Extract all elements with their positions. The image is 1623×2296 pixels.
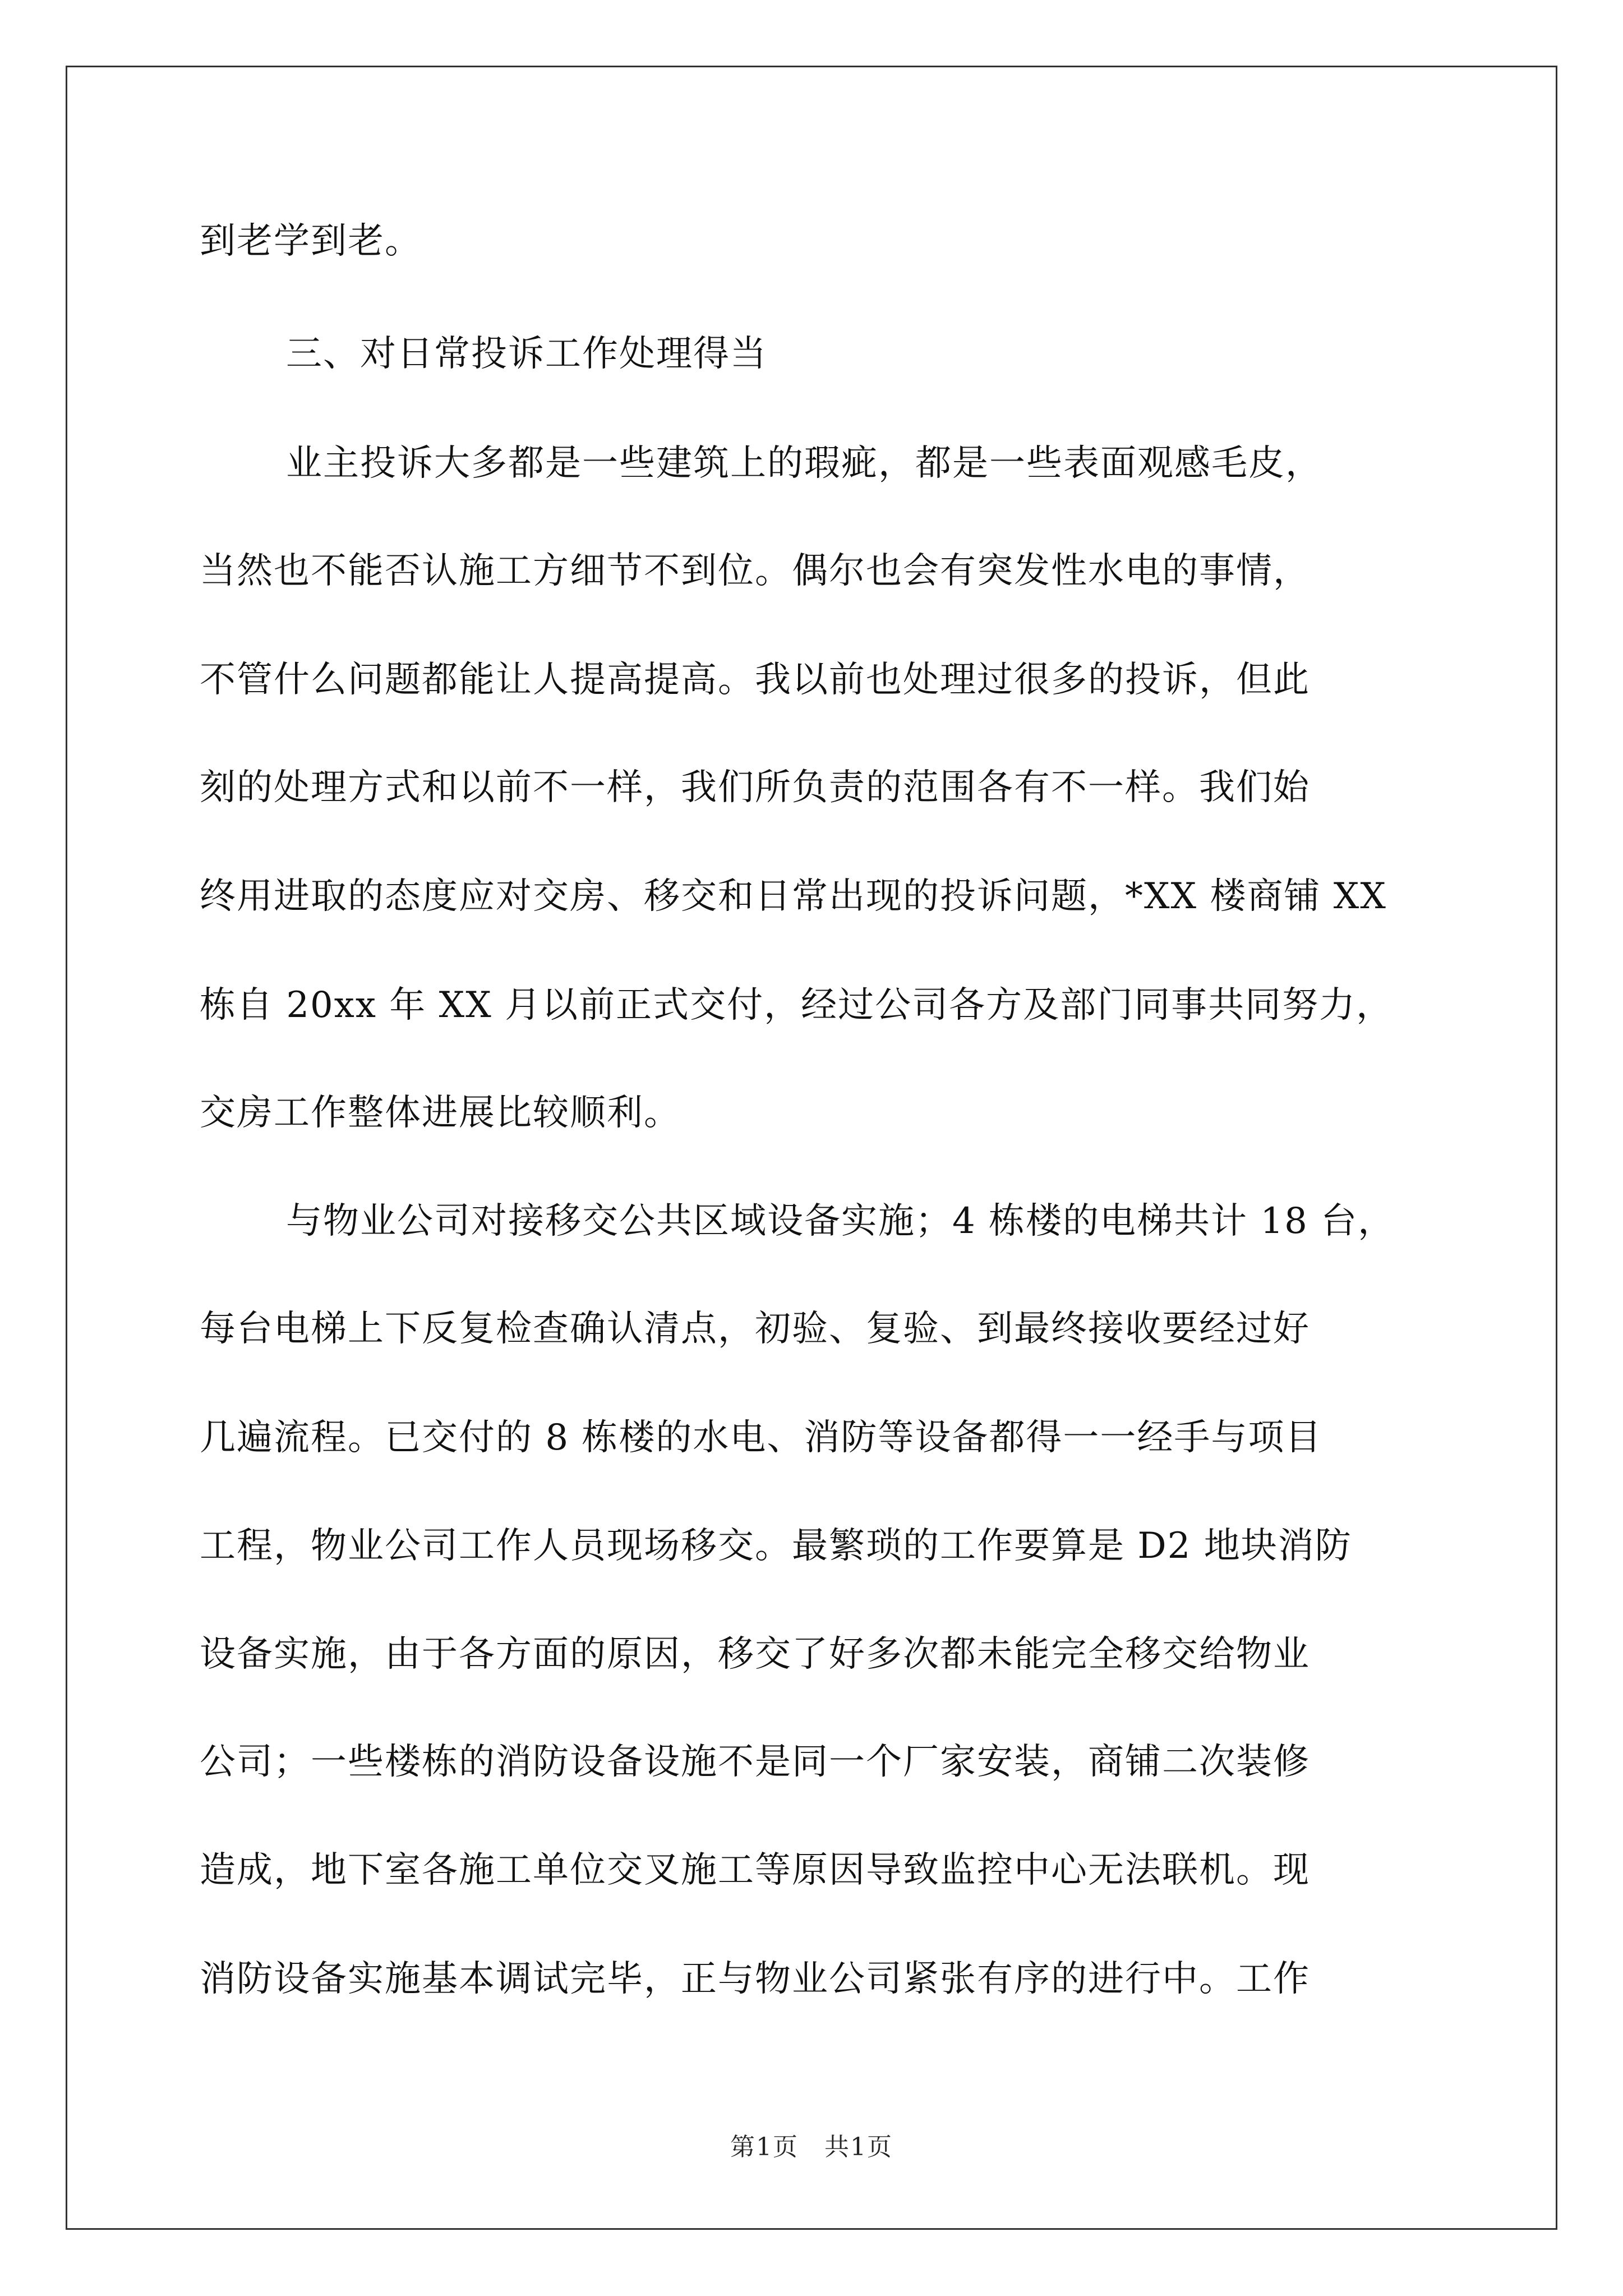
text-line-5: 不管什么问题都能让人提高提高。我以前也处理过很多的投诉，但此 [200, 659, 1310, 701]
text-line-8: 栋自 20xx 年 XX 月以前正式交付，经过公司各方及部门同事共同努力， [200, 984, 1394, 1026]
page-border [66, 66, 1557, 2230]
text-line-13: 工程，物业公司工作人员现场移交。最繁琐的工作要算是 D2 地块消防 [200, 1525, 1352, 1567]
text-line-6: 刻的处理方式和以前不一样，我们所负责的范围各有不一样。我们始 [200, 767, 1310, 808]
text-line-1: 到老学到老。 [200, 220, 422, 262]
text-line-11: 每台电梯上下反复检查确认清点，初验、复验、到最终接收要经过好 [200, 1308, 1310, 1350]
page-footer: 第1页 共1页 [730, 2133, 893, 2161]
text-line-15: 公司；一些楼栋的消防设备设施不是同一个厂家安装，商铺二次装修 [200, 1741, 1310, 1783]
text-line-14: 设备实施，由于各方面的原因，移交了好多次都未能完全移交给物业 [200, 1634, 1310, 1675]
text-line-7: 终用进取的态度应对交房、移交和日常出现的投诉问题，*XX 楼商铺 XX [200, 876, 1387, 917]
text-line-3: 业主投诉大多都是一些建筑上的瑕疵，都是一些表面观感毛皮， [286, 443, 1322, 484]
text-line-17: 消防设备实施基本调试完毕，正与物业公司紧张有序的进行中。工作 [200, 1958, 1310, 2000]
text-line-10: 与物业公司对接移交公共区域设备实施；4 栋楼的电梯共计 18 台， [286, 1200, 1395, 1242]
text-line-9: 交房工作整体进展比较顺利。 [200, 1092, 681, 1134]
text-line-12: 几遍流程。已交付的 8 栋楼的水电、消防等设备都得一一经手与项目 [200, 1417, 1322, 1458]
text-line-16: 造成，地下室各施工单位交叉施工等原因导致监控中心无法联机。现 [200, 1849, 1310, 1891]
text-line-4: 当然也不能否认施工方细节不到位。偶尔也会有突发性水电的事情， [200, 550, 1310, 592]
section-heading: 三、对日常投诉工作处理得当 [286, 333, 767, 375]
